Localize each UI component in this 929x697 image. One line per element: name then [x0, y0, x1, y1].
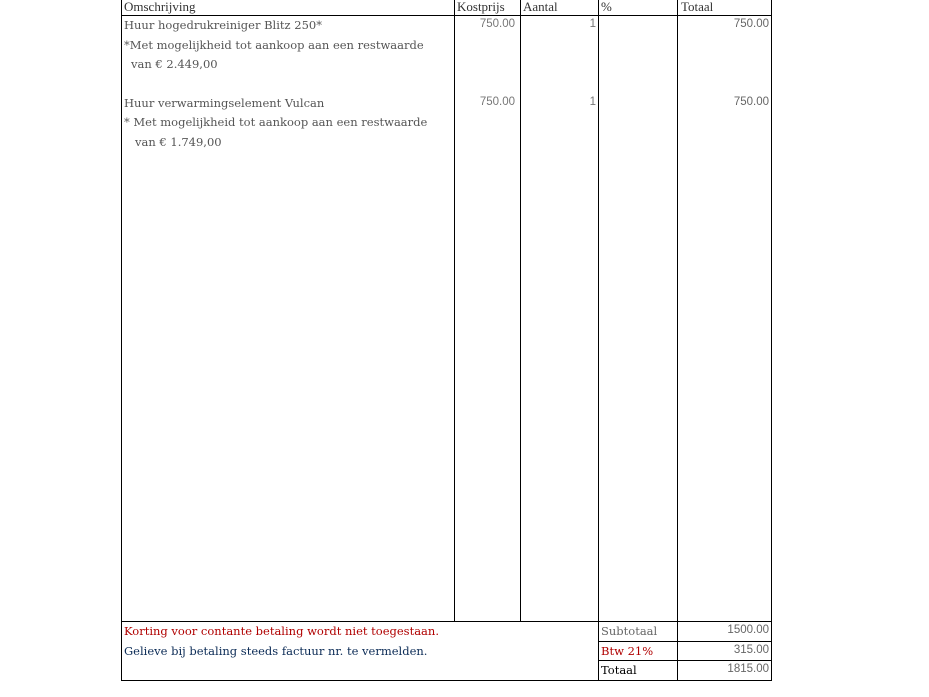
header-aantal: Aantal [523, 0, 558, 14]
row-quantity: 1 [589, 96, 596, 108]
col-divider-aantal [520, 0, 521, 622]
row-unit-price: 750.00 [479, 18, 515, 30]
row-total: 750.00 [733, 18, 769, 30]
body-divider [121, 621, 772, 622]
summary-divider-2 [598, 660, 772, 661]
header-omschrijving: Omschrijving [124, 0, 196, 14]
row-note: *Met mogelijkheid tot aankoop aan een restwaarde [124, 38, 424, 52]
header-percent: % [601, 0, 612, 14]
summary-divider-1 [598, 641, 772, 642]
table-border-bottom [121, 680, 772, 681]
row-note-amount: van € 2.449,00 [131, 57, 218, 71]
table-border-right [771, 0, 772, 681]
table-border-left [121, 0, 122, 681]
col-divider-totaal [677, 0, 678, 681]
header-totaal: Totaal [681, 0, 714, 14]
row-quantity: 1 [589, 18, 596, 30]
col-divider-percent [598, 0, 599, 681]
row-description: Huur hogedrukreiniger Blitz 250* [124, 18, 322, 32]
total-label: Totaal [601, 663, 637, 677]
header-kostprijs: Kostprijs [457, 0, 505, 14]
vat-value: 315.00 [733, 644, 769, 656]
row-total: 750.00 [733, 96, 769, 108]
row-description: Huur verwarmingselement Vulcan [124, 96, 325, 110]
row-note: * Met mogelijkheid tot aankoop aan een restwaarde [124, 115, 428, 129]
subtotal-value: 1500.00 [727, 624, 769, 636]
payment-notice: Gelieve bij betaling steeds factuur nr. te vermelden. [124, 644, 428, 658]
vat-label: Btw 21% [601, 644, 654, 658]
row-unit-price: 750.00 [479, 96, 515, 108]
header-divider [121, 15, 772, 16]
total-value: 1815.00 [727, 663, 769, 675]
discount-notice: Korting voor contante betaling wordt niet toegestaan. [124, 624, 439, 638]
subtotal-label: Subtotaal [601, 624, 658, 638]
col-divider-kostprijs [454, 0, 455, 622]
row-note-amount: van € 1.749,00 [135, 135, 222, 149]
